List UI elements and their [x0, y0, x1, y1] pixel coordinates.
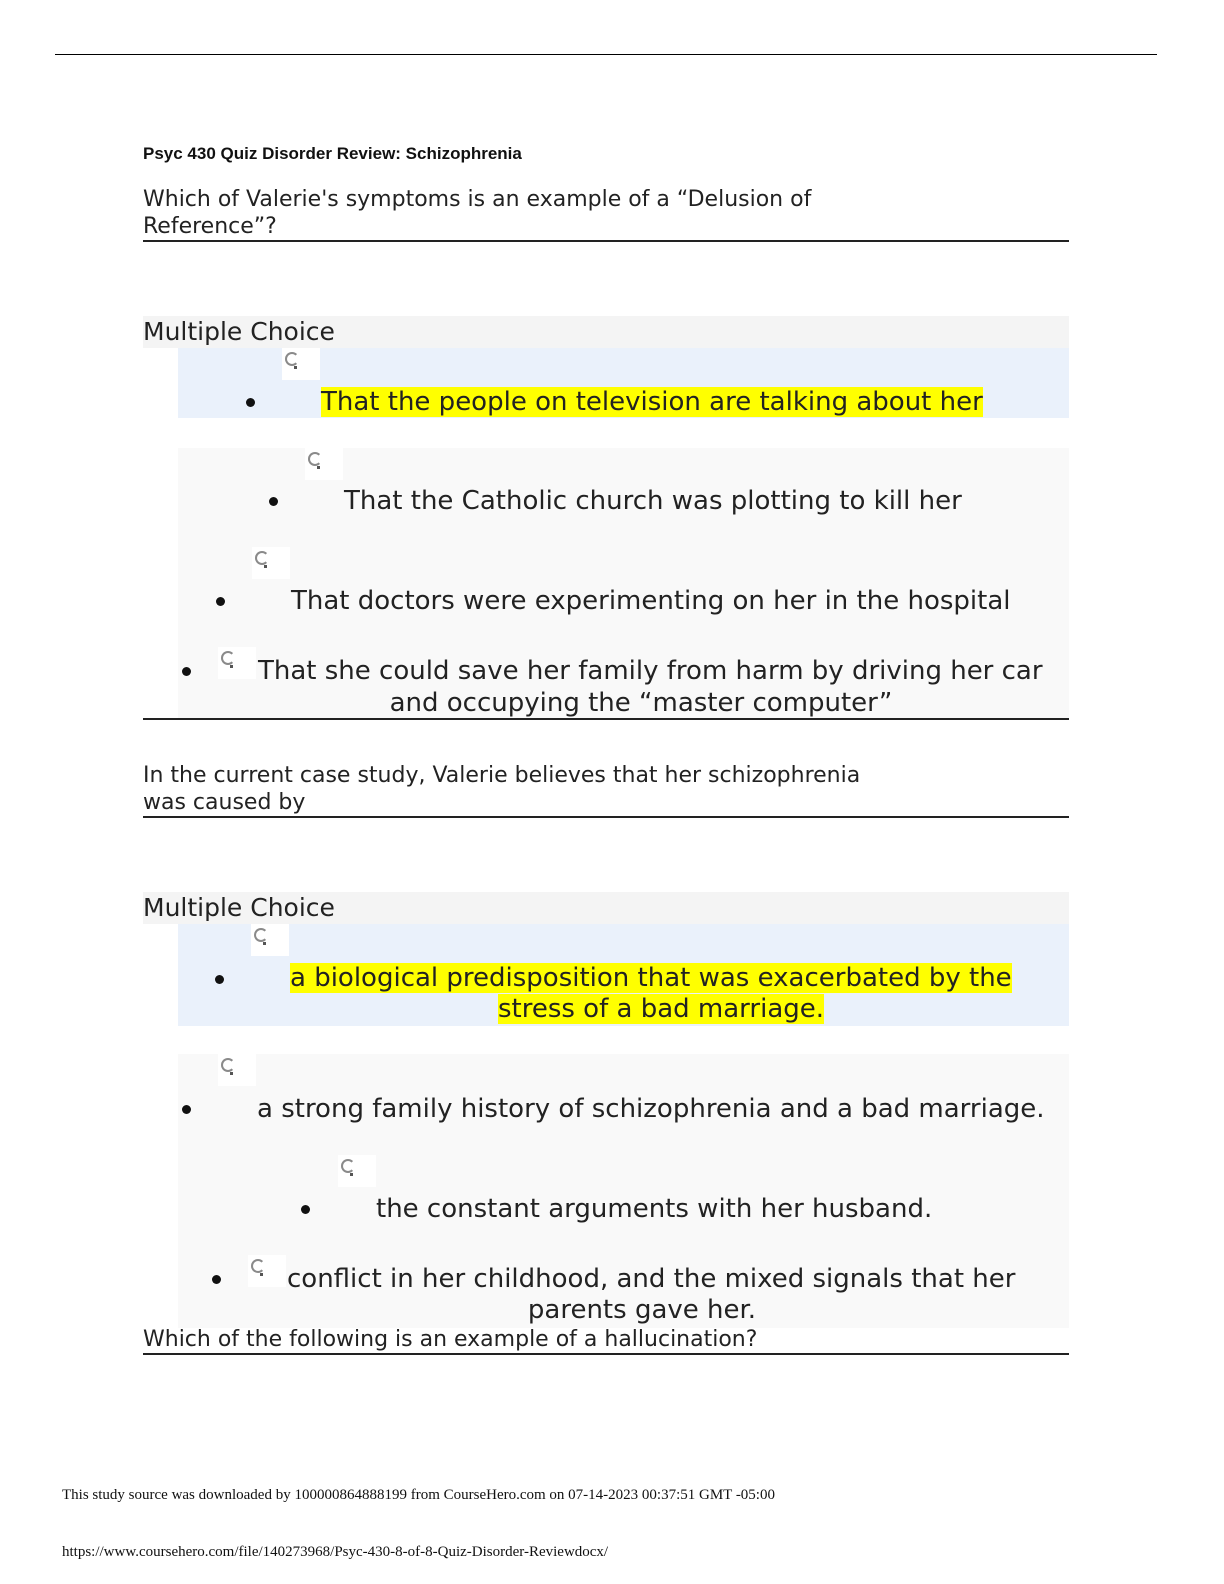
multiple-choice-label-1: Multiple Choice [143, 316, 1069, 348]
question-1-text: Which of Valerie's symptoms is an example of a “Delusion of Reference”? [143, 187, 812, 239]
option-1a[interactable] [321, 387, 983, 418]
source-url[interactable]: https://www.coursehero.com/file/140273968/Psyc-430-8-of-8-Quiz-Disorder-Reviewdocx/ [62, 1544, 609, 1560]
option-1a-text: That the people on television are talking about her [321, 387, 983, 417]
radio-icon[interactable] [218, 647, 256, 679]
radio-icon[interactable] [305, 448, 343, 480]
option-1d-continued[interactable]: and occupying the “master computer” [389, 688, 893, 718]
option-2a[interactable] [290, 963, 1012, 994]
radio-icon[interactable] [251, 924, 289, 956]
bullet-icon [215, 975, 224, 984]
option-2d-continued[interactable]: parents gave her. [527, 1295, 757, 1325]
radio-icon[interactable] [252, 547, 290, 579]
source-notice: This study source was downloaded by 100000864888199 from CourseHero.com on 07-14-2023 00:37:51 GMT -05:00 [62, 1487, 775, 1503]
top-rule [55, 54, 1157, 55]
question-3-text: Which of the following is an example of a hallucination? [143, 1327, 758, 1352]
question-1 [143, 186, 1069, 242]
question-3 [143, 1326, 1069, 1355]
radio-icon[interactable] [282, 348, 320, 380]
bullet-icon [216, 597, 225, 606]
option-2a-text: a biological predisposition that was exacerbated by the [290, 963, 1012, 993]
option-2b[interactable]: a strong family history of schizophrenia and a bad marriage. [257, 1094, 1045, 1124]
radio-icon[interactable] [218, 1054, 256, 1086]
bullet-icon [269, 497, 278, 506]
option-2d[interactable]: conflict in her childhood, and the mixed signals that her [287, 1264, 1016, 1294]
option-2a-text-continued: stress of a bad marriage. [497, 994, 825, 1024]
option-2a-continued[interactable] [290, 994, 1032, 1025]
bullet-icon [182, 1105, 191, 1114]
option-1c[interactable]: That doctors were experimenting on her in the hospital [291, 586, 1011, 616]
page-title: Psyc 430 Quiz Disorder Review: Schizophrenia [143, 144, 522, 163]
radio-icon[interactable] [338, 1155, 376, 1187]
bullet-icon [246, 398, 255, 407]
multiple-choice-label-2: Multiple Choice [143, 892, 1069, 924]
question-2 [143, 762, 1069, 818]
option-1d[interactable]: That she could save her family from harm by driving her car [258, 656, 1043, 686]
option-2c[interactable]: the constant arguments with her husband. [376, 1194, 933, 1224]
bullet-icon [182, 667, 191, 676]
question-2-text: In the current case study, Valerie believes that her schizophrenia was caused by [143, 763, 861, 815]
option-1b[interactable]: That the Catholic church was plotting to kill her [344, 486, 962, 516]
radio-icon[interactable] [248, 1255, 286, 1287]
bullet-icon [301, 1205, 310, 1214]
bullet-icon [212, 1275, 221, 1284]
